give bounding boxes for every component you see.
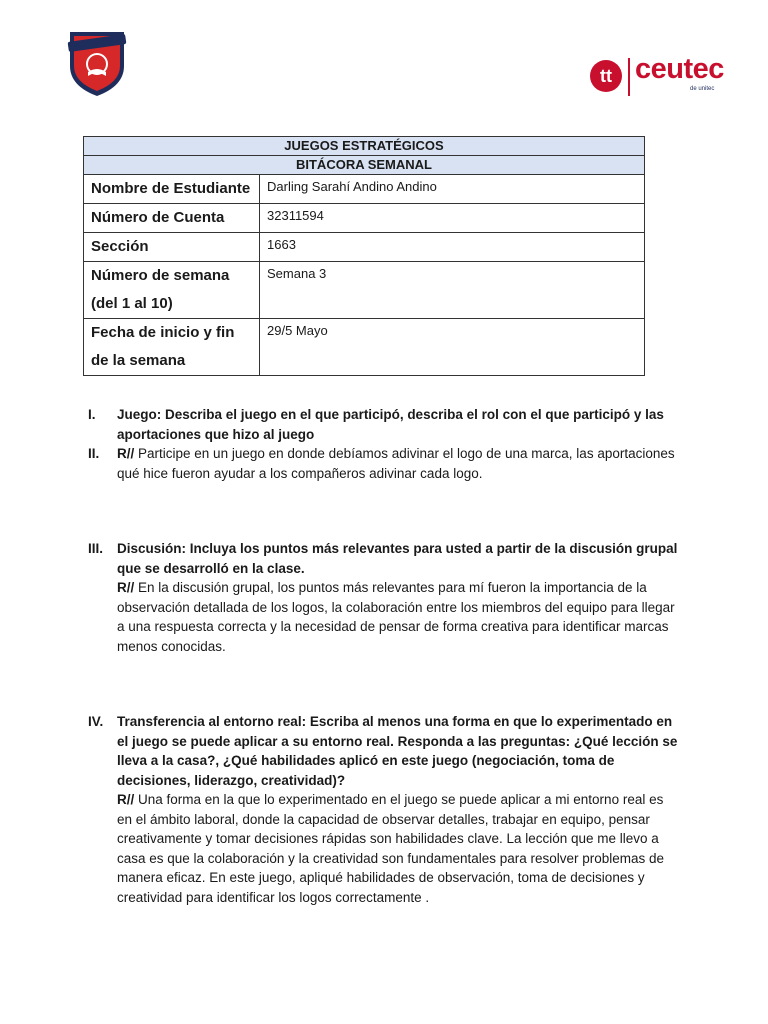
date-range-label: Fecha de inicio y fin de la semana: [84, 319, 260, 376]
ceutec-mark-icon: tt: [590, 60, 622, 92]
section-number: II.: [88, 446, 100, 461]
account-number-value: 32311594: [260, 204, 645, 233]
student-name-label: Nombre de Estudiante: [84, 175, 260, 204]
report-sections: [88, 405, 678, 907]
student-info-table: [83, 136, 645, 376]
ceutec-wordmark: ceutec: [635, 53, 724, 85]
section-i: [88, 405, 678, 444]
section-number: I.: [88, 407, 96, 422]
table-title: JUEGOS ESTRATÉGICOS: [84, 137, 645, 156]
section-answer: Una forma en la que lo experimentado en el juego se puede aplicar a mi entorno real es en el ámbito laboral, donde la capacidad de observar detalles, trabajar en equipo, pensar creativamente y tomar decisiones rápidas son habilidades clave. La lección que me llevo a casa es que la colaboración y la creatividad son fundamentales para resolver problemas de manera eficaz. En este juego, apliqué habilidades de observación, toma de decisiones y creatividad para identificar los logos correctamente .: [117, 792, 665, 905]
table-subtitle: BITÁCORA SEMANAL: [84, 156, 645, 175]
humanidades-shield-logo: [64, 26, 130, 98]
week-number-label: Número de semana (del 1 al 10): [84, 262, 260, 319]
section-iv: [88, 712, 678, 907]
section-ii: [88, 444, 678, 483]
account-number-label: Número de Cuenta: [84, 204, 260, 233]
section-answer: Participe en un juego en donde debíamos adivinar el logo de una marca, las aportaciones qué hice fueron ayudar a los compañeros adivinar cada logo.: [117, 446, 675, 481]
section-number: III.: [88, 541, 104, 556]
section-question: Discusión: Incluya los puntos más relevantes para usted a partir de la discusión grupal que se desarrolló en la clase.: [117, 541, 678, 576]
section-question: Transferencia al entorno real: Escriba al menos una forma en que lo experimentado en el juego se puede aplicar a su entorno real. Responda a las preguntas: ¿Qué lección se lleva a la casa?, ¿Qué habilidades aplicó en este juego (negociación, toma de decisiones, liderazgo, creatividad)?: [117, 714, 678, 788]
unitec-subtext: de unitec: [690, 86, 715, 92]
section-label: Sección: [84, 233, 260, 262]
section-number: IV.: [88, 714, 104, 729]
response-prefix: R//: [117, 792, 135, 807]
section-question: Juego: Describa el juego en el que participó, describa el rol con el que participó y las aportaciones que hizo al juego: [117, 407, 664, 442]
section-iii: [88, 539, 678, 656]
response-prefix: R//: [117, 446, 135, 461]
ceutec-logo: [590, 53, 724, 98]
week-number-value: Semana 3: [260, 262, 645, 319]
section-answer: En la discusión grupal, los puntos más relevantes para mí fueron la importancia de la observación detallada de los logos, la colaboración entre los miembros del equipo para llegar a una respuesta correcta y la necesidad de pensar de forma creativa para identificar marcas menos conocidas.: [117, 580, 675, 654]
response-prefix: R//: [117, 580, 135, 595]
student-name-value: Darling Sarahí Andino Andino: [260, 175, 645, 204]
section-value: 1663: [260, 233, 645, 262]
date-range-value: 29/5 Mayo: [260, 319, 645, 376]
